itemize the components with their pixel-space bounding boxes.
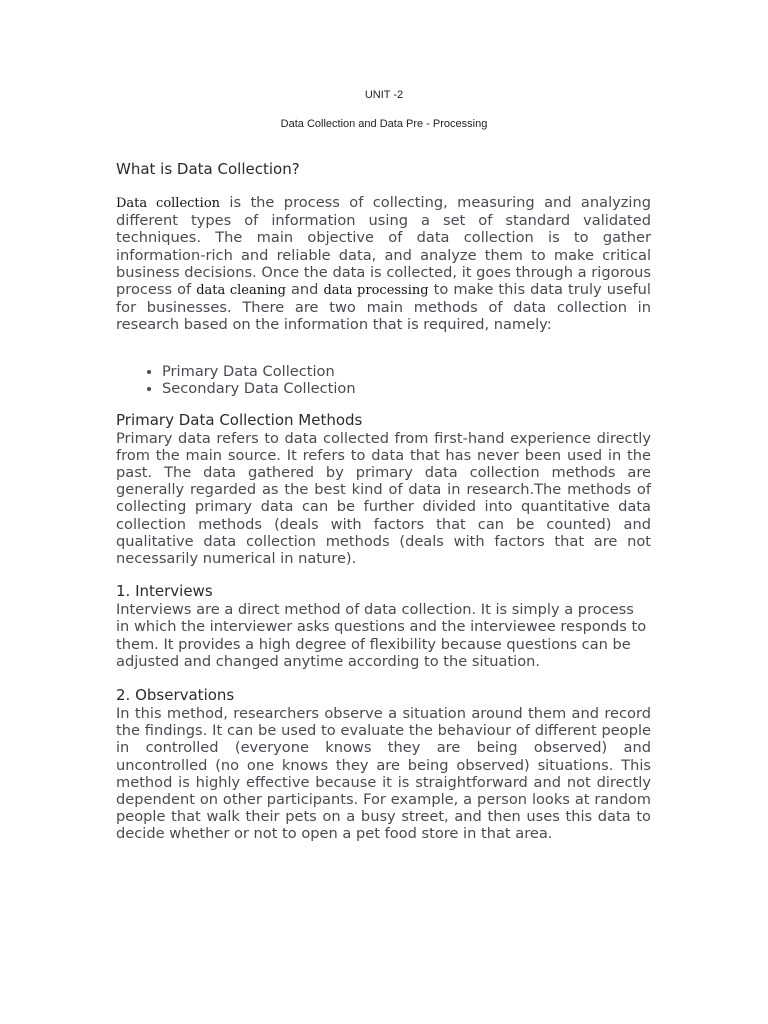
definition-text-part2: and bbox=[285, 281, 324, 299]
document-body bbox=[116, 160, 651, 843]
paragraph-data-collection-definition bbox=[116, 194, 651, 334]
heading-observations: 2. Observations bbox=[116, 686, 235, 705]
heading-what-is-data-collection: What is Data Collection? bbox=[116, 160, 300, 178]
term-data-cleaning: data cleaning bbox=[196, 283, 286, 299]
list-item-primary: • Primary Data Collection bbox=[162, 363, 651, 381]
definition-text-part1: is the process of collecting, measuring and analyzing different types of information using a set of standard validated techniques. The main objective of data collection is to gather information-rich and reliable data, and analyze them to make critical business decisions. Once the data is collected, it goes through a rigorous process of bbox=[116, 194, 651, 299]
paragraph-observations: In this method, researchers observe a situation around them and record the findings. It can be used to evaluate the behaviour of different people in controlled (everyone knows they are being observed) and uncontrolled (no one knows they are being observed) situations. This method is highly effective because it is straightforward and not directly dependent on other participants. For example, a person looks at random people that walk their pets on a busy street, and then uses this data to decide whether or not to open a pet food store in that area. bbox=[116, 705, 651, 843]
heading-interviews: 1. Interviews bbox=[116, 582, 213, 601]
list-item-secondary: • Secondary Data Collection bbox=[162, 380, 651, 398]
heading-primary-methods: Primary Data Collection Methods bbox=[116, 410, 363, 429]
unit-label: UNIT -2 bbox=[364, 89, 404, 101]
paragraph-interviews: Interviews are a direct method of data collection. It is simply a process in which the interviewer asks questions and the interviewee responds to them. It provides a high degree of flexibility because questions can be adjusted and changed anytime according to the situation. bbox=[116, 601, 647, 670]
term-data-collection: Data collection bbox=[116, 196, 221, 211]
methods-list bbox=[116, 363, 651, 398]
term-data-processing: data processing bbox=[323, 283, 429, 299]
document-subtitle: Data Collection and Data Pre - Processing bbox=[280, 118, 488, 130]
paragraph-primary-methods: Primary data refers to data collected from first-hand experience directly from the main source. It refers to data that has never been used in the past. The data gathered by primary data collection methods are generally regarded as the best kind of data in research.The methods of collecting primary data can be further divided into quantitative data collection methods (deals with factors that can be counted) and qualitative data collection methods (deals with factors that are not necessarily numerical in nature). bbox=[116, 429, 651, 568]
definition-text-part3: to make this data truly useful for businesses. There are two main methods of data collection in research based on the information that is required, namely: bbox=[116, 281, 651, 334]
